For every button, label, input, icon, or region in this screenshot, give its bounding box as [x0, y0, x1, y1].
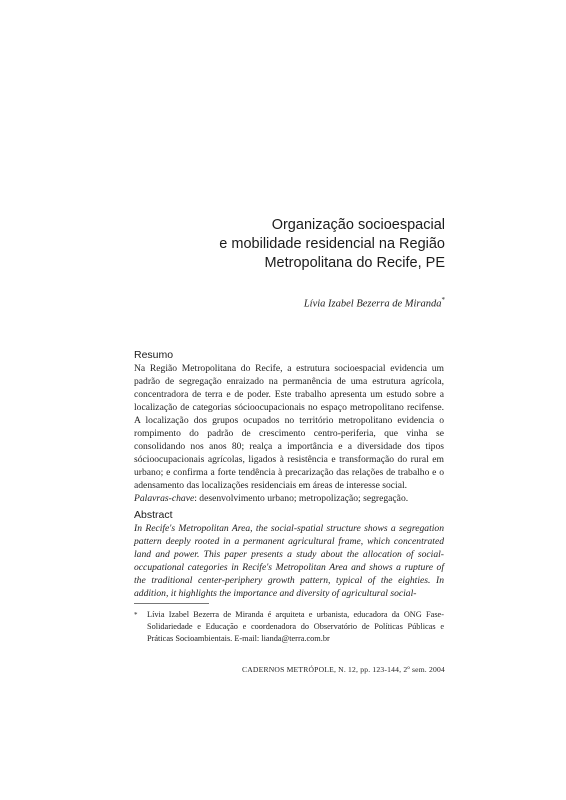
resumo-keywords [134, 492, 444, 505]
article-title [115, 216, 445, 273]
title-line-2: e mobilidade residencial na Região [219, 236, 445, 252]
title-line-3: Metropolitana do Recife, PE [264, 255, 445, 271]
footnote-mark: * [134, 611, 138, 619]
keywords-label: Palavras-chave [134, 493, 195, 504]
resumo-section [134, 349, 444, 505]
author-footnote-mark: * [441, 296, 445, 304]
running-footer: CADERNOS METRÓPOLE, N. 12, pp. 123-144, 2º sem. 2004 [241, 665, 445, 674]
title-line-1: Organização socioespacial [271, 217, 445, 233]
abstract-text: In Recife's Metropolitan Area, the social-spatial structure shows a segregation pattern deeply rooted in a permanent agricultural frame, which concentrated land and power. This paper presents a study about the allocation of social-occupational categories in Recife's Metropolitan Area and shows a rupture of the traditional center-periphery growth pattern, typical of the eighties. In addition, it highlights the importance and diversity of agricultural social- [134, 523, 444, 599]
resumo-heading: Resumo [134, 349, 174, 361]
author-footnote [134, 609, 444, 645]
author-name: Lívia Izabel Bezerra de Miranda [303, 298, 442, 310]
keywords-list: : desenvolvimento urbano; metropolização; segregação. [194, 493, 409, 504]
resumo-text: Na Região Metropolitana do Recife, a estrutura socioespacial evidencia um padrão de segregação enraizado na permanência de uma estrutura agrícola, concentradora de terra e de poder. Este trabalho apresenta um estudo sobre a localização de categorias sócioocupacionais no espaço metropolitano recifense. A localização dos grupos ocupados no território metropolitano evidencia o rompimento do padrão de crescimento centro-periferia, que vinha se consolidando nos anos 80; realça a importância e a diversidade dos tipos sócioocupacionais agrícolas, ligados à resistência e transformação do rural em urbano; e confirma a forte tendência à precarização das relações de trabalho e o adensamento das localizações residenciais em áreas de interesse social. [134, 363, 444, 491]
abstract-section [134, 509, 444, 600]
author-line [304, 296, 445, 310]
footnote-divider [134, 603, 209, 604]
footnote-text: Lívia Izabel Bezerra de Miranda é arquiteta e urbanista, educadora da ONG Fase-Solidariedade e Educação e coordenadora do Observatório de Políticas Públicas e Práticas Socioambientais. E-mail: lianda@terra.com.br [147, 610, 444, 643]
abstract-heading: Abstract [134, 509, 173, 521]
